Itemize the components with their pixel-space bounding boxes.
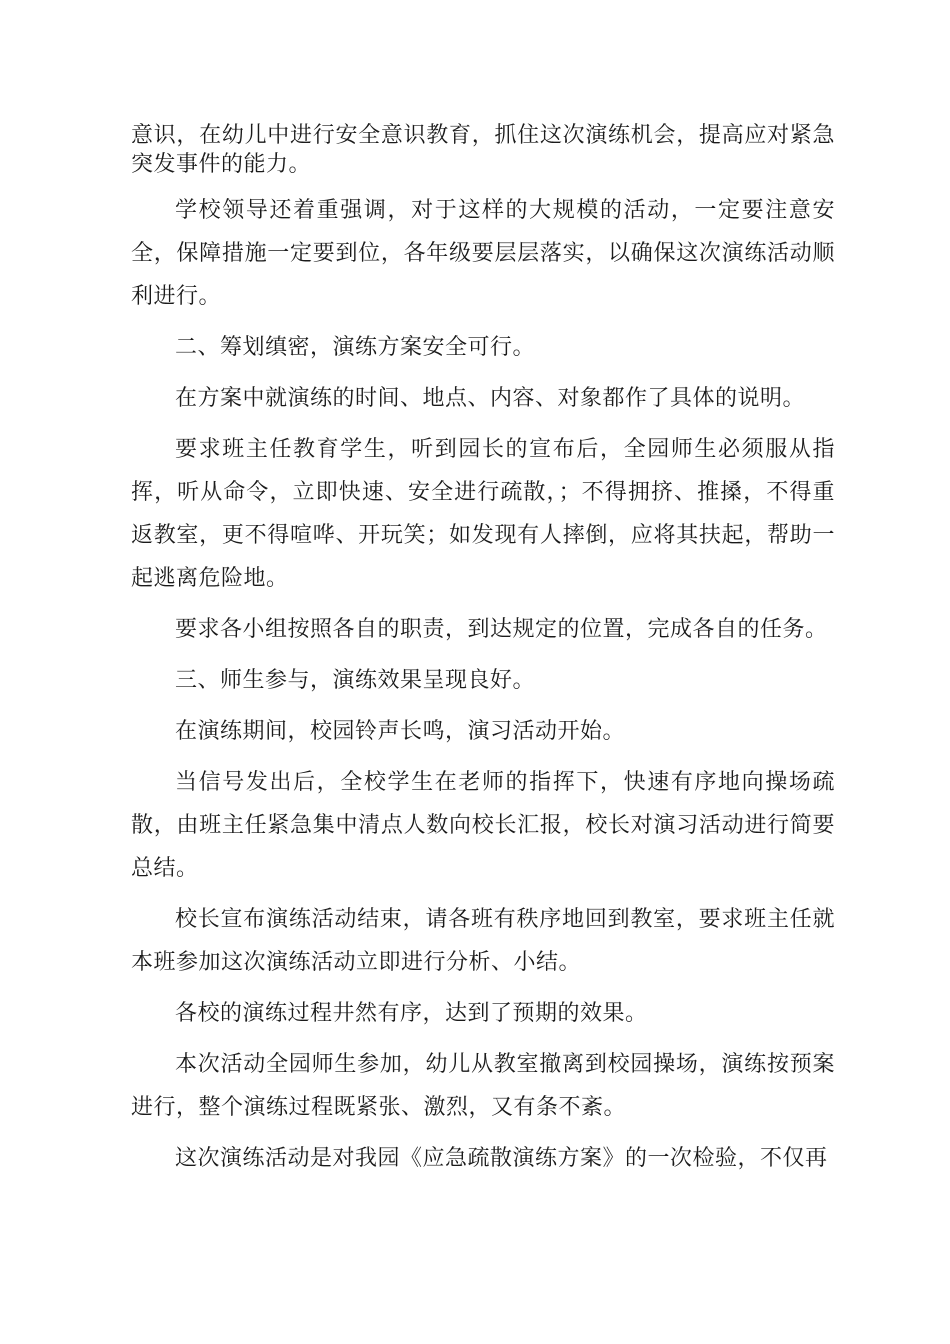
paragraph-3: 二、筹划缜密，演练方案安全可行。 bbox=[175, 335, 536, 360]
paragraph-2: 学校领导还着重强调，对于这样的大规模的活动，一定要注意安全，保障措施一定要到位，各年级要层层落实，以确保这次演练活动顺利进行。 bbox=[131, 198, 835, 309]
document-body bbox=[131, 121, 835, 1188]
paragraph-4: 在方案中就演练的时间、地点、内容、对象都作了具体的说明。 bbox=[175, 386, 806, 411]
paragraph-12: 本次活动全园师生参加，幼儿从教室撤离到校园操场，演练按预案进行，整个演练过程既紧张、激烈，又有条不紊。 bbox=[131, 1052, 835, 1120]
paragraph-8: 在演练期间，校园铃声长鸣，演习活动开始。 bbox=[175, 719, 626, 744]
paragraph-6: 要求各小组按照各自的职责，到达规定的位置，完成各自的任务。 bbox=[175, 617, 828, 642]
paragraph-5: 要求班主任教育学生，听到园长的宣布后，全园师生必须服从指挥，听从命令，立即快速、安全进行疏散，；不得拥挤、推搡，不得重返教室，更不得喧哗、开玩笑；如发现有人摔倒，应将其扶起，帮助一起逃离危险地。 bbox=[131, 437, 835, 591]
paragraph-9: 当信号发出后，全校学生在老师的指挥下，快速有序地向操场疏散，由班主任紧急集中清点人数向校长汇报，校长对演习活动进行简要总结。 bbox=[131, 770, 835, 881]
paragraph-10: 校长宣布演练活动结束，请各班有秩序地回到教室，要求班主任就本班参加这次演练活动立即进行分析、小结。 bbox=[131, 907, 835, 975]
paragraph-1: 意识，在幼儿中进行安全意识教育，抓住这次演练机会，提高应对紧急突发事件的能力。 bbox=[131, 123, 835, 177]
paragraph-7: 三、师生参与，演练效果呈现良好。 bbox=[175, 668, 536, 693]
paragraph-13: 这次演练活动是对我园《应急疏散演练方案》的一次检验，不仅再 bbox=[175, 1146, 828, 1171]
paragraph-11: 各校的演练过程井然有序，达到了预期的效果。 bbox=[175, 1001, 648, 1026]
